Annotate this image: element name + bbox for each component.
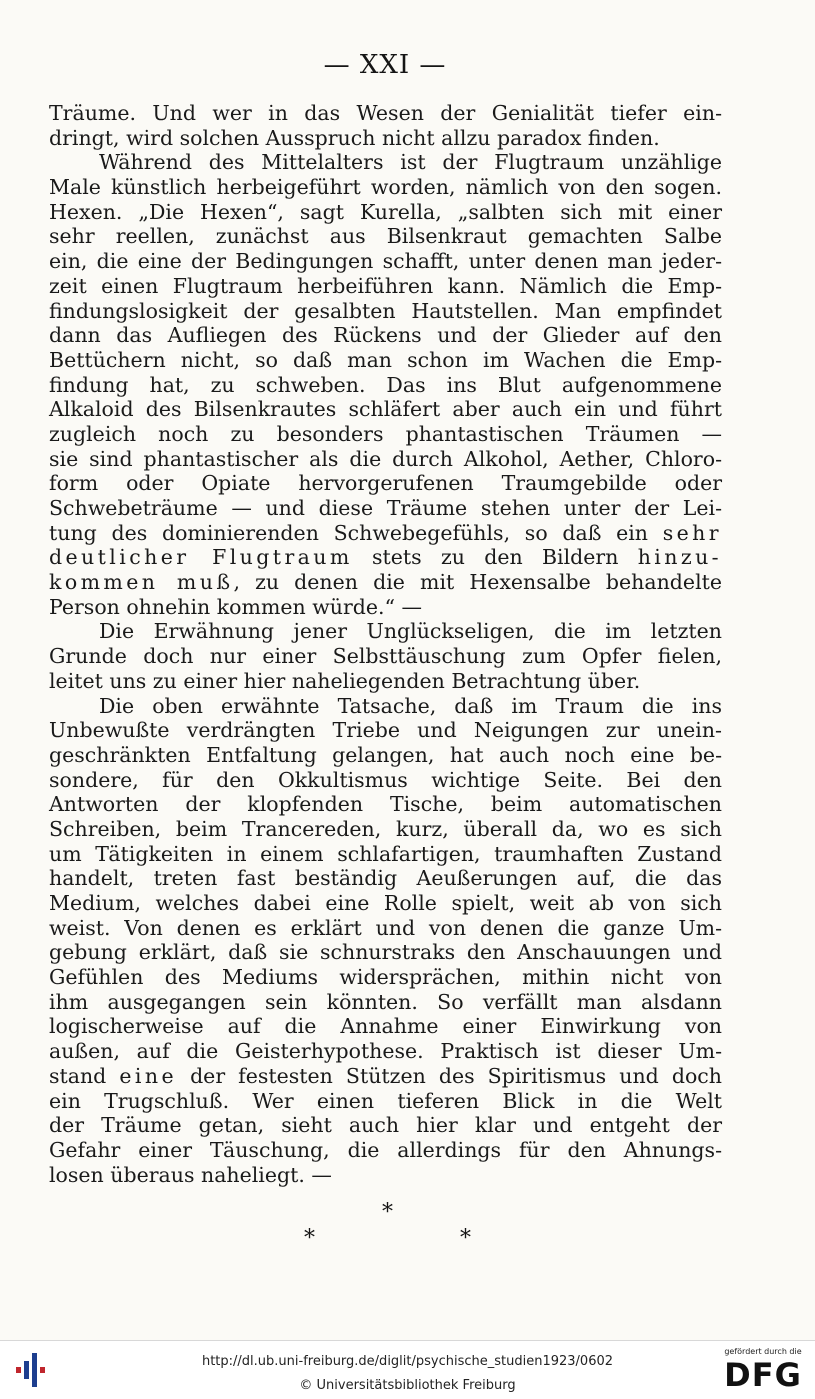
- text-line: Gefühlen des Mediums widersprächen, mithin nicht von: [49, 965, 722, 990]
- text-line: dann das Aufliegen des Rückens und der Glieder auf den: [49, 323, 722, 348]
- spaced-emphasis: kommen muß: [49, 570, 234, 595]
- text-line: gebung erklärt, daß sie schnurstraks den Anschauungen und: [49, 940, 722, 965]
- text-line: [49, 570, 722, 595]
- text-line: Gefahr einer Täuschung, die allerdings für den Ahnungs-: [49, 1137, 722, 1162]
- text-line: Medium, welches dabei eine Rolle spielt, weit ab von sich: [49, 891, 722, 915]
- text-segment: der festesten Stützen des Spiritismus und doch: [190, 1063, 722, 1088]
- text-segment: tung des dominierenden Schwebegefühls, so daß ein: [49, 520, 649, 545]
- text-segment: , zu denen die mit Hexensalbe behandelte: [233, 570, 722, 595]
- text-line: Antworten der klopfenden Tische, beim automatischen: [49, 792, 722, 817]
- spaced-emphasis: deutlicher Flugtraum: [49, 545, 353, 570]
- text-line: weist. Von denen es erklärt und von denen die ganze Um-: [49, 915, 722, 940]
- text-line: sondere, für den Okkultismus wichtige Seite. Bei den: [49, 767, 722, 792]
- text-line: Träume. Und wer in das Wesen der Genialität tiefer ein-: [49, 101, 722, 125]
- text-line: losen überaus naheliegt. —: [49, 1162, 332, 1187]
- text-line: zeit einen Flugtraum herbeiführen kann. Nämlich die Emp-: [49, 273, 722, 298]
- text-line: Die Erwähnung jener Unglückseligen, die im letzten: [99, 619, 722, 644]
- text-line: Male künstlich herbeigeführt worden, nämlich von den sogen.: [49, 175, 722, 200]
- text-line: ein Trugschluß. Wer einen tieferen Blick in die Welt: [49, 1088, 722, 1113]
- viewer-footer: [0, 1340, 815, 1399]
- text-line: Die oben erwähnte Tatsache, daß im Traum die ins: [99, 693, 722, 718]
- text-line: Alkaloid des Bilsenkrautes schläfert aber auch ein und führt: [49, 397, 722, 422]
- text-line: dringt, wird solchen Ausspruch nicht allzu paradox finden.: [49, 125, 660, 150]
- text-line: um Tätigkeiten in einem schlafartigen, traumhaften Zustand: [49, 841, 722, 866]
- text-line: zugleich noch zu besonders phantastischen Träumen —: [49, 421, 722, 446]
- text-line: sehr reellen, zunächst aus Bilsenkraut gemachten Salbe: [49, 224, 722, 249]
- text-line: handelt, treten fast beständig Aeußerungen auf, die das: [49, 866, 722, 891]
- spaced-emphasis: sehr: [662, 520, 722, 545]
- permalink-url[interactable]: http://dl.ub.uni-freiburg.de/diglit/psychische_studien1923/0602: [201, 1354, 614, 1369]
- copyright-notice: © Universitätsbibliothek Freiburg: [299, 1378, 516, 1393]
- text-line: Schwebeträume — und diese Träume stehen unter der Lei-: [49, 496, 722, 520]
- spaced-emphasis: hinzu-: [637, 545, 722, 570]
- text-line: Grunde doch nur einer Selbsttäuschung zum Opfer fielen,: [49, 644, 722, 669]
- paragraph-4: [49, 694, 722, 1188]
- paragraph-1: [49, 101, 722, 150]
- text-line: [49, 521, 722, 546]
- text-line: Unbewußte verdrängten Triebe und Neigungen zur unein-: [49, 718, 722, 743]
- text-segment: stand: [49, 1063, 107, 1088]
- asterisk: *: [304, 1226, 315, 1251]
- text-line: form oder Opiate hervorgerufenen Traumgebilde oder: [49, 471, 722, 496]
- text-line: ein, die eine der Bedingungen schafft, unter denen man jeder-: [49, 249, 722, 274]
- text-line: Während des Mittelalters ist der Flugtraum unzählige: [99, 150, 722, 175]
- text-line: der Träume getan, sieht auch hier klar und entgeht der: [49, 1113, 722, 1138]
- paragraph-2: [49, 150, 722, 619]
- text-segment: stets zu den Bildern: [372, 545, 619, 570]
- text-line: logischerweise auf die Annahme einer Einwirkung von: [49, 1014, 722, 1039]
- text-line: [49, 545, 722, 570]
- text-line: Person ohnehin kommen würde.“ —: [49, 594, 423, 619]
- text-line: findung hat, zu schweben. Das ins Blut aufgenommene: [49, 372, 722, 397]
- text-line: leitet uns zu einer hier naheliegenden Betrachtung über.: [49, 668, 641, 693]
- text-line: geschränkten Entfaltung gelangen, hat auch noch eine be-: [49, 742, 722, 767]
- spaced-emphasis: eine: [119, 1063, 177, 1088]
- asterisk: *: [460, 1226, 471, 1251]
- text-line: Hexen. „Die Hexen“, sagt Kurella, „salbten sich mit einer: [49, 199, 722, 224]
- page-number: — XXI —: [323, 50, 447, 80]
- text-line: Bettüchern nicht, so daß man schon im Wachen die Emp-: [49, 347, 722, 372]
- text-line: ihm ausgegangen sein könnten. So verfällt man alsdann: [49, 989, 722, 1014]
- text-body: [49, 101, 722, 1187]
- asterisk: *: [382, 1200, 393, 1225]
- dfg-caption: gefördert durch die: [724, 1347, 802, 1356]
- paragraph-3: [49, 619, 722, 693]
- text-line: außen, auf die Geisterhypothese. Praktisch ist dieser Um-: [49, 1039, 722, 1064]
- dfg-funding-badge[interactable]: [718, 1347, 808, 1395]
- text-line: findungslosigkeit der gesalbten Hautstellen. Man empfindet: [49, 298, 722, 323]
- dfg-logo: DFG: [724, 1356, 802, 1394]
- text-line: Schreiben, beim Trancereden, kurz, überall da, wo es sich: [49, 816, 722, 841]
- text-line: [49, 1064, 722, 1089]
- text-line: sie sind phantastischer als die durch Alkohol, Aether, Chloro-: [49, 446, 722, 471]
